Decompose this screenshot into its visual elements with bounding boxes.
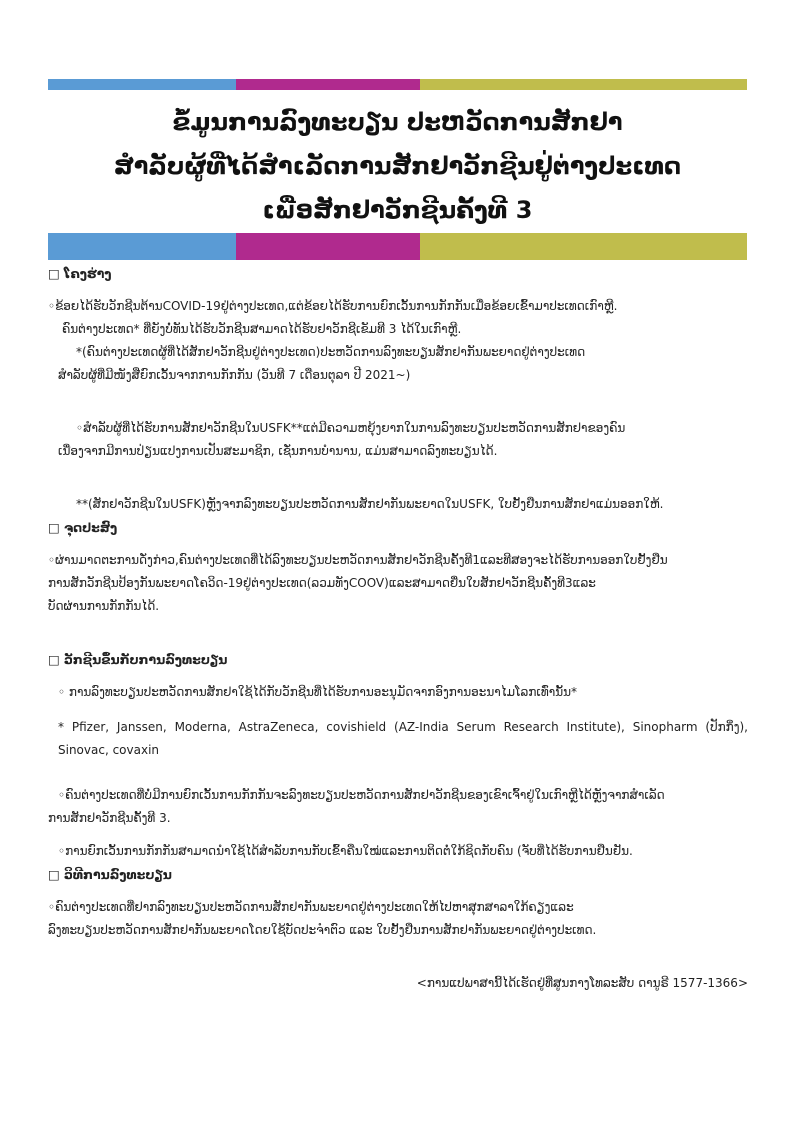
section-heading-method: [48, 863, 748, 886]
paragraph: **(ສັກຢາວັກຊີນໃນUSFK)ຫຼັງຈາກລົງທະບຽນປະຫວັດການສັກຢາກັນພະຍາດໃນUSFK, ໃບຢັ້ງຢືນການສັກຢາແມ່ນອອກໃຫ້.: [76, 497, 664, 511]
bar-segment-blue: [48, 79, 236, 90]
title-line-2: ສຳລັບຜູ້ທີ່ໄດ້ສຳເລັດການສັກຢາວັກຊີນຢູ່ຕ່າງປະເທດ: [113, 152, 682, 180]
bar-segment-magenta: [236, 79, 420, 90]
document-body: [48, 262, 748, 995]
vaccine-list-text: * Pfizer, Janssen, Moderna, AstraZeneca, covishield (AZ-India Serum Research Institute), Sinopharm (ປັກກິ່ງ),: [58, 720, 748, 734]
paragraph: ◦ການຍົກເວັ້ນການກັກກັນສາມາດນຳໃຊ້ໄດ້ສຳລັບການກັບເຂົ້າຄືນໃໝ່ແລະການຕິດຕໍ່ໃກ້ຊິດກັບຄົນ (ຈັບທີ່ໄດ້ຮັບການຢືນຢັນ.: [58, 844, 633, 858]
checkbox-bullet-icon: □: [48, 867, 60, 882]
bar-segment-olive: [420, 79, 747, 90]
section-heading-purpose: [48, 516, 748, 539]
title-line-1: ຂໍ້ມູນການລົງທະບຽນ ປະຫວັດການສັກຢາ: [172, 108, 623, 136]
bar-segment-blue: [48, 233, 236, 260]
section-heading-text: ວັກຊີນຂຶ້ນກັບການລົງທະບຽນ: [64, 652, 228, 667]
paragraph: ◦ຄົນຕ່າງປະເທດທີ່ຢາກລົງທະບຽນປະຫວັດການສັກຢາກັນພະຍາດຢູ່ຕ່າງປະເທດໃຫ້ໄປຫາສຸກສາລາໃກ້ຄຽງແລະ: [48, 900, 574, 914]
paragraph: ການສັກວັກຊີນປ້ອງກັນພະຍາດໂຄວິດ-19ຢູ່ຕ່າງປະເທດ(ລວມທັງCOOV)ແລະສາມາດຍື່ນໃບສັກຢາວັກຊີນຄັ້ງທີ3ແລະ: [48, 576, 596, 590]
checkbox-bullet-icon: □: [48, 652, 60, 667]
paragraph: ເນື່ອງຈາກມີການປ່ຽນແປງການເປັນສະມາຊິກ, ເຊັ່ນການບຳນານ, ແມ່ນສາມາດລົງທະບຽນໄດ້.: [58, 444, 498, 458]
paragraph: ◦ ການລົງທະບຽນປະຫວັດການສັກຢາໃຊ້ໄດ້ກັບວັກຊີນທີ່ໄດ້ຮັບການອະນຸມັດຈາກອົງການອະນາໄມໂລກເທົ່ານັ້ນ*: [58, 685, 578, 699]
section-heading-vaccines: [48, 648, 748, 671]
paragraph: ◦ສຳລັບຜູ້ທີ່ໄດ້ຮັບການສັກຢາວັກຊີນໃນUSFK**ແຕ່ມີຄວາມຫຍຸ້ງຍາກໃນການລົງທະບຽນປະຫວັດການສັກຢາຂອງຄົນ: [76, 421, 626, 435]
vaccine-list: [48, 716, 748, 762]
document-title: [48, 100, 747, 232]
bar-segment-magenta: [236, 233, 420, 260]
section-heading-overview: [48, 262, 748, 285]
section-heading-text: ໂຄງຮ່າງ: [64, 266, 112, 281]
paragraph: ◦ຜ່ານມາດຕະການດັ່ງກ່າວ,ຄົນຕ່າງປະເທດທີ່ໄດ້ລົງທະບຽນປະຫວັດການສັກຢາວັກຊີນຄັ້ງທີ1ແລະທີສອງຈະໄດ້ຮັບການອອກໃບຢັ້ງຢືນ: [48, 553, 668, 567]
paragraph: ບັດຜ່ານການກັກກັນໄດ້.: [48, 599, 160, 613]
paragraph: ຄົນຕ່າງປະເທດ* ທີ່ຍັງບໍ່ທັນໄດ້ຮັບວັກຊີນສາມາດໄດ້ຮັບຢາວັກຊີເຂັມທີ 3 ໄດ້ໃນເກົາຫຼີ.: [62, 322, 462, 336]
paragraph: ສຳລັບຜູ້ທີ່ມີໜັງສືຍົກເວັ້ນຈາກການກັກກັນ (ວັນທີ 7 ເດືອນຕຸລາ ປີ 2021~): [58, 368, 411, 382]
top-color-bar: [48, 79, 747, 90]
paragraph: ການສັກຢາວັກຊີນຄັ້ງທີ 3.: [48, 811, 171, 825]
checkbox-bullet-icon: □: [48, 520, 60, 535]
paragraph: ລົງທະບຽນປະຫວັດການສັກຢາກັນພະຍາດໂດຍໃຊ້ບັດປະຈຳຕົວ ແລະ ໃບຢັ້ງຢືນການສັກຢາກັນພະຍາດຢູ່ຕ່າງປະເທດ.: [48, 923, 597, 937]
footer-note: <ການແປພາສານີ້ໄດ້ເຮັດຢູ່ທີ່ສູນກາງໂທລະສັບ ດານູຣີ 1577-1366>: [416, 976, 748, 990]
paragraph: *(ຄົນຕ່າງປະເທດຜູ້ທີ່ໄດ້ສັກຢາວັກຊີນຢູ່ຕ່າງປະເທດ)ປະຫວັດການລົງທະບຽນສັກຢາກັນພະຍາດຢູ່ຕ່າງປະເທດ: [76, 345, 586, 359]
bottom-color-bar: [48, 233, 747, 260]
vaccine-list-text-continued: Sinovac, covaxin: [58, 743, 160, 757]
section-heading-text: ວິທີການລົງທະບຽນ: [64, 867, 172, 882]
bar-segment-olive: [420, 233, 747, 260]
section-heading-text: ຈຸດປະສົງ: [64, 520, 118, 535]
paragraph: ◦ຄົນຕ່າງປະເທດທີ່ບໍ່ມີການຍົກເວັ້ນການກັກກັນຈະລົງທະບຽນປະຫວັດການສັກຢາວັກຊີນຂອງເຂົາເຈົ້າຢູ່ໃນເກົາຫຼີໄດ້ຫຼັງຈາກສຳເລັດ: [58, 788, 665, 802]
paragraph: ◦ຂ້ອຍໄດ້ຮັບວັກຊີນຕ້ານCOVID-19ຢູ່ຕ່າງປະເທດ,ແຕ່ຂ້ອຍໄດ້ຮັບການຍົກເວັ້ນການກັກກັນເມື່ອຂ້ອຍເຂົ້າມາປະເທດເກົາຫຼີ.: [48, 299, 618, 313]
title-line-3: ເພື່ອສັກຢາວັກຊີນຄັ້ງທີ 3: [262, 196, 533, 224]
checkbox-bullet-icon: □: [48, 266, 60, 281]
